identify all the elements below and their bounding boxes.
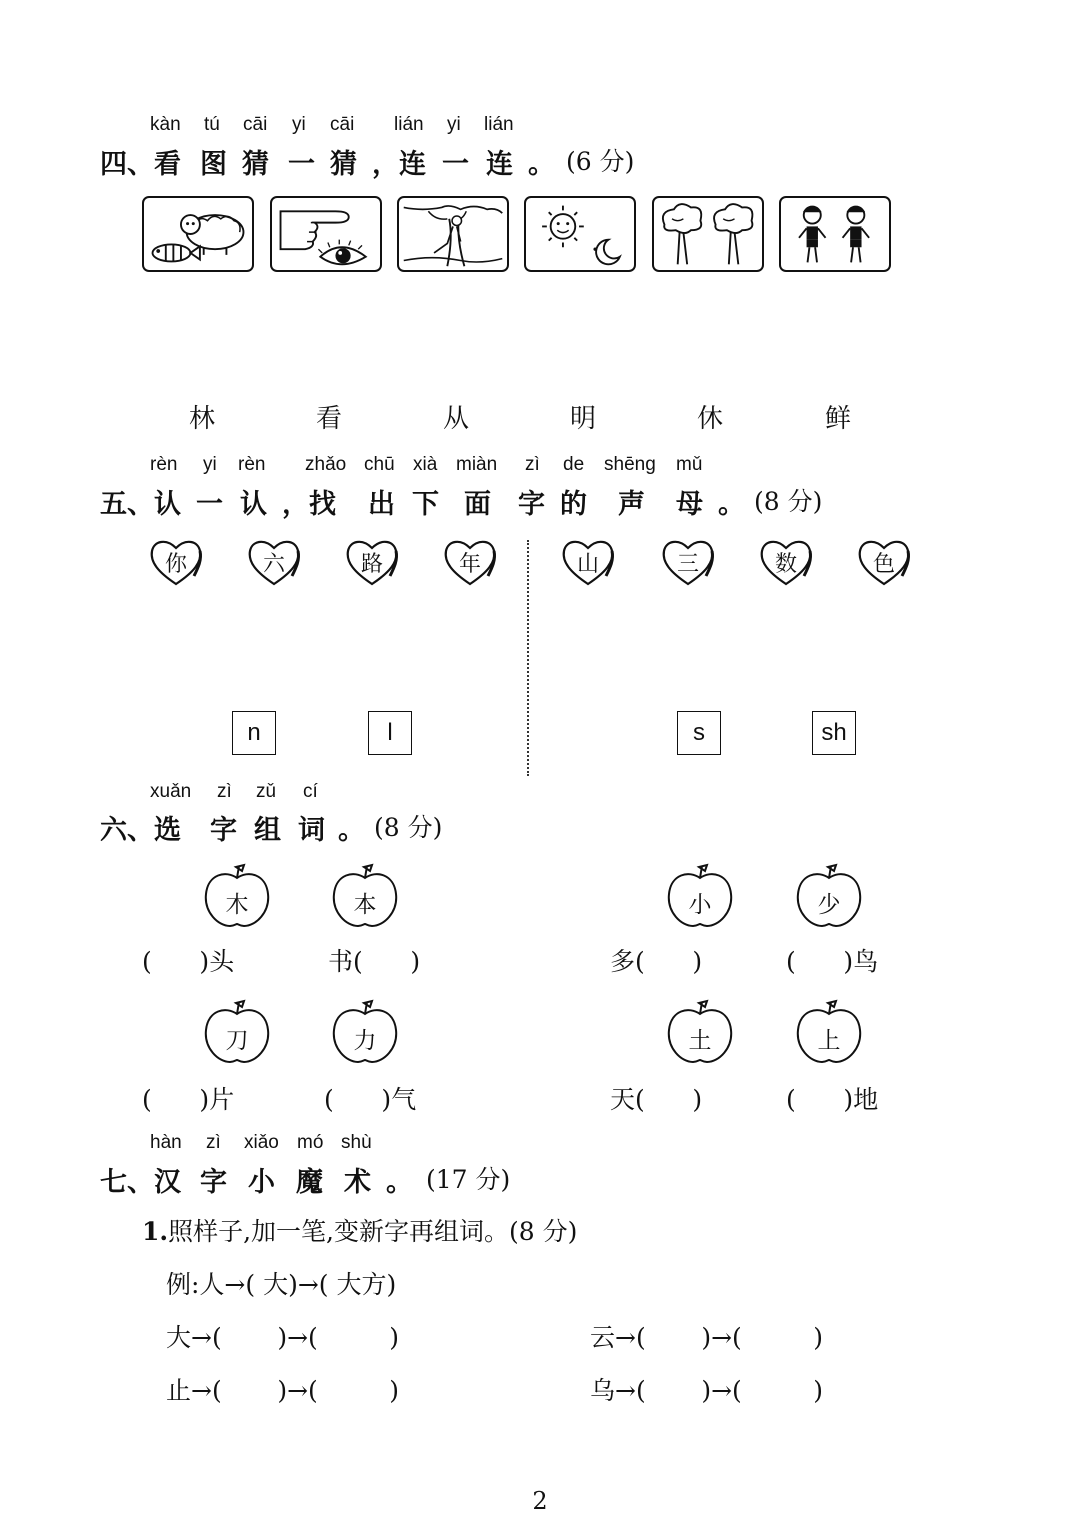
- heading-char: 魔: [296, 1167, 323, 1198]
- heading-char: 字: [200, 1167, 227, 1198]
- initial-box[interactable]: sh: [812, 711, 856, 755]
- apple-character[interactable]: [202, 862, 272, 930]
- heart-label: 路: [360, 552, 383, 577]
- pinyin: zhǎo: [305, 454, 347, 475]
- page-number: 2: [532, 1487, 548, 1515]
- word-blank[interactable]: 天( ): [610, 1085, 703, 1114]
- heading-char: 面: [464, 489, 491, 520]
- word-blank[interactable]: ( )头: [142, 947, 235, 976]
- apple-character[interactable]: [330, 998, 400, 1066]
- word-blank[interactable]: ( )片: [142, 1085, 235, 1114]
- trees-icon: [654, 198, 762, 270]
- heart-label: 你: [164, 552, 187, 577]
- heading-char: 母: [676, 489, 703, 520]
- word-blank[interactable]: ( )地: [786, 1085, 879, 1114]
- section-score: (8 分): [374, 813, 443, 842]
- heart-character[interactable]: [344, 536, 400, 588]
- magic-blank[interactable]: 云→( )→( ): [590, 1323, 824, 1352]
- hand-eye-icon: [272, 198, 380, 270]
- heart-label: 三: [676, 552, 699, 577]
- word-blank[interactable]: ( )气: [324, 1085, 417, 1114]
- person-tree-icon: [399, 198, 507, 270]
- picture-person-tree[interactable]: [397, 196, 509, 272]
- pinyin: rèn: [150, 454, 178, 475]
- magic-blank[interactable]: 大→( )→( ): [166, 1323, 400, 1352]
- pinyin: shù: [341, 1132, 372, 1153]
- heading-char: 认: [240, 489, 267, 520]
- section-score: (6 分): [566, 147, 635, 176]
- question-1: [142, 1212, 577, 1248]
- picture-hand-eye[interactable]: [270, 196, 382, 272]
- heading-char: 出: [368, 489, 395, 520]
- match-character[interactable]: 林: [188, 404, 215, 434]
- question-text: 照样子,加一笔,变新字再组词。(8 分): [168, 1217, 578, 1246]
- heading-char: 图: [200, 149, 227, 180]
- heart-character[interactable]: [560, 536, 616, 588]
- pinyin: zì: [525, 454, 540, 475]
- heading-char: 一: [288, 149, 315, 180]
- heading-period: 。: [718, 489, 745, 520]
- initial-box[interactable]: n: [232, 711, 276, 755]
- heading-char: 下: [412, 489, 439, 520]
- heading-char: 术: [344, 1167, 371, 1198]
- pinyin: miàn: [456, 454, 498, 475]
- example-line: 例:人→( 大)→( 大方): [166, 1270, 397, 1299]
- heading-char: 词: [298, 815, 325, 846]
- word-blank[interactable]: 书( ): [328, 947, 421, 976]
- heart-character[interactable]: [442, 536, 498, 588]
- sun-moon-icon: [526, 198, 634, 270]
- word-blank[interactable]: 多( ): [610, 947, 703, 976]
- section-score: (17 分): [426, 1165, 511, 1194]
- pinyin: mó: [297, 1132, 324, 1153]
- heading-char: 的: [560, 489, 587, 520]
- heart-label: 山: [576, 552, 599, 577]
- match-character[interactable]: 鲜: [824, 404, 851, 434]
- apple-character[interactable]: [794, 862, 864, 930]
- heading-char: 连: [486, 149, 513, 180]
- pinyin: mǔ: [676, 454, 703, 475]
- heading-char: 六、选: [100, 815, 181, 846]
- match-character[interactable]: 从: [442, 404, 469, 434]
- heading-char: 七、汉: [100, 1167, 181, 1198]
- apple-label: 土: [688, 1028, 712, 1054]
- picture-sheep-fish[interactable]: [142, 196, 254, 272]
- pinyin: zǔ: [256, 781, 277, 802]
- apple-label: 少: [817, 892, 841, 918]
- match-character[interactable]: 看: [315, 404, 342, 434]
- heading-char: 猜: [242, 149, 269, 180]
- apple-character[interactable]: [330, 862, 400, 930]
- sheep-fish-icon: [144, 198, 252, 270]
- pinyin: de: [563, 454, 585, 475]
- apple-character[interactable]: [202, 998, 272, 1066]
- word-blank[interactable]: ( )鸟: [786, 947, 879, 976]
- heading-char: ，连: [372, 149, 426, 180]
- heading-char: 四、看: [100, 149, 181, 180]
- heart-label: 色: [872, 552, 895, 577]
- picture-sun-moon[interactable]: [524, 196, 636, 272]
- apple-label: 小: [688, 892, 712, 918]
- picture-two-boys[interactable]: [779, 196, 891, 272]
- apple-label: 本: [353, 892, 377, 918]
- heading-char: 一: [196, 489, 223, 520]
- heading-char: 字: [210, 815, 237, 846]
- pinyin: zì: [206, 1132, 221, 1153]
- apple-label: 木: [225, 892, 249, 918]
- match-character[interactable]: 明: [569, 404, 596, 434]
- apple-label: 上: [817, 1028, 841, 1054]
- pinyin: yi: [292, 114, 306, 135]
- dotted-divider: [527, 540, 529, 776]
- heart-character[interactable]: [148, 536, 204, 588]
- heading-char: 声: [618, 489, 645, 520]
- initial-box[interactable]: l: [368, 711, 412, 755]
- pinyin: cāi: [243, 114, 268, 135]
- pinyin: xià: [413, 454, 438, 475]
- pinyin: lián: [484, 114, 514, 135]
- pinyin: zì: [217, 781, 232, 802]
- heart-character[interactable]: [758, 536, 814, 588]
- apple-character[interactable]: [665, 862, 735, 930]
- pinyin: xiǎo: [244, 1132, 279, 1153]
- pinyin: yi: [203, 454, 217, 475]
- apple-character[interactable]: [794, 998, 864, 1066]
- pinyin: xuǎn: [150, 781, 192, 802]
- match-character[interactable]: 休: [696, 404, 723, 434]
- heart-label: 六: [262, 552, 285, 577]
- heading-period: 。: [338, 815, 365, 846]
- heading-char: 组: [254, 815, 281, 846]
- section-score: (8 分): [754, 487, 823, 516]
- heart-label: 年: [458, 552, 481, 577]
- heading-period: 。: [528, 149, 555, 180]
- heart-character[interactable]: [246, 536, 302, 588]
- heart-character[interactable]: [660, 536, 716, 588]
- pinyin: yi: [447, 114, 461, 135]
- pinyin: cāi: [330, 114, 355, 135]
- pinyin: cí: [303, 781, 318, 802]
- apple-character[interactable]: [665, 998, 735, 1066]
- pinyin: hàn: [150, 1132, 182, 1153]
- heading-char: 字: [518, 489, 545, 520]
- heading-char: 猜: [330, 149, 357, 180]
- heading-char: 小: [248, 1167, 275, 1198]
- pinyin: rèn: [238, 454, 266, 475]
- pinyin: tú: [204, 114, 220, 135]
- two-boys-icon: [781, 198, 889, 270]
- heading-char: 五、认: [100, 489, 181, 520]
- heart-character[interactable]: [856, 536, 912, 588]
- heading-char: ，找: [282, 489, 336, 520]
- heart-label: 数: [774, 552, 797, 577]
- initial-box[interactable]: s: [677, 711, 721, 755]
- magic-blank[interactable]: 止→( )→( ): [166, 1376, 400, 1405]
- heading-char: 一: [442, 149, 469, 180]
- heading-period: 。: [386, 1167, 413, 1198]
- apple-label: 力: [353, 1028, 377, 1054]
- picture-trees[interactable]: [652, 196, 764, 272]
- apple-label: 刀: [225, 1028, 249, 1054]
- pinyin: kàn: [150, 114, 181, 135]
- pinyin: chū: [364, 454, 395, 475]
- question-number: 1.: [142, 1217, 169, 1246]
- pinyin: lián: [394, 114, 424, 135]
- magic-blank[interactable]: 乌→( )→( ): [590, 1376, 824, 1405]
- pinyin: shēng: [604, 454, 656, 475]
